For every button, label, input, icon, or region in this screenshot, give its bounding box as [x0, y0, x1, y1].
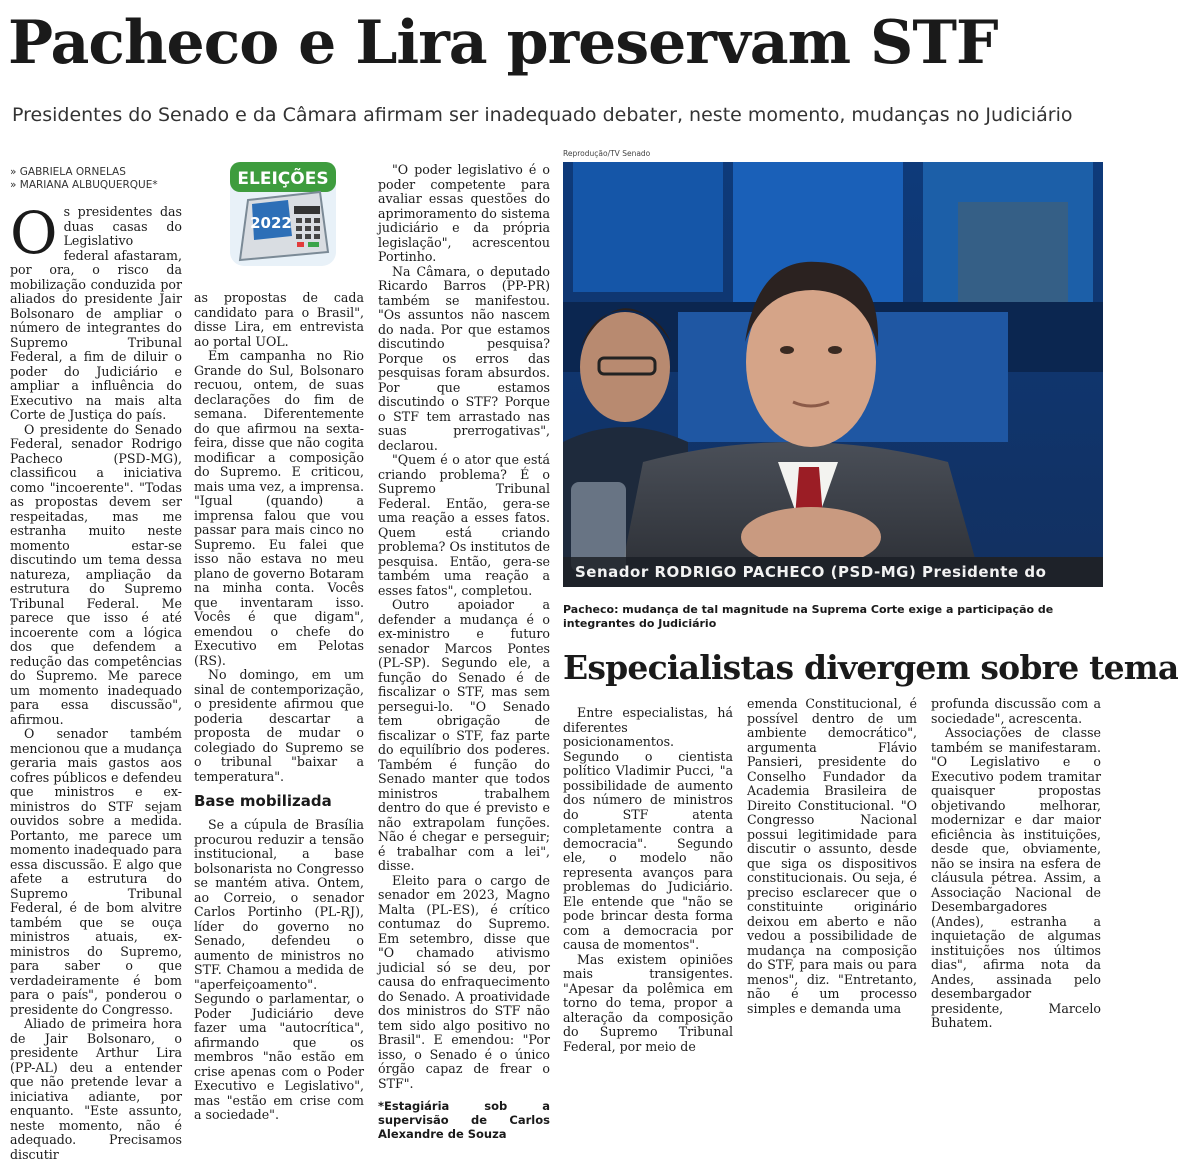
paragraph: Mas existem opiniões mais transigentes. "Apesar da polêmica em torno do tema, propor a alteração da composição do Supremo Tribunal Federal, por meio de — [563, 951, 733, 1054]
paragraph: "O poder legislativo é o poder competente para avaliar essas questões do aprimoramento do sistema judiciário e da própria legislação", acrescentou Portinho. — [378, 162, 550, 264]
paragraph: Se a cúpula de Brasília procurou reduzir a tensão institucional, a base bolsonarista no Congresso se mantém ativa. Ontem, ao Correio, o senador Carlos Portinho (PL-RJ), líder do governo no Senado, defendeu o aumento de ministros no STF. Chamou a medida de "aperfeiçoamento". Segundo o parlamentar, o Poder Judiciário deve fazer uma "autocrítica", afirmando que os membros "não estão em crise apenas com o Poder Executivo e Legislativo", mas "estão em crise com a sociedade". — [194, 817, 364, 1122]
column-3 — [378, 162, 550, 1141]
paragraph: Outro apoiador a defender a mudança é o ex-ministro e futuro senador Marcos Pontes (PL-SP). Segundo ele, a função do Senado é de fiscalizar o STF, mas sem persegui-lo. "O Senado tem obrigação de fiscalizar o STF, faz parte do equilíbrio dos poderes. Também é função do Senado manter que todos ministros trabalhem dentro do que é previsto e não extrapolam funções. Não é chegar e perseguir; é trabalhar com a lei", disse. — [378, 597, 550, 873]
section-heading: Base mobilizada — [194, 792, 332, 810]
paragraph: No domingo, em um sinal de contemporização, o presidente afirmou que poderia descartar a proposta de mudar o colegiado do Supremo se o tribunal "baixar a temperatura". — [194, 667, 364, 784]
drop-cap: O — [10, 199, 58, 267]
subheadline: Presidentes do Senado e da Câmara afirmam ser inadequado debater, neste momento, mudanças no Judiciário — [12, 104, 1073, 126]
column-2 — [194, 290, 364, 1122]
paragraph: O senador também mencionou que a mudança geraria mais gastos aos cofres públicos e defendeu que ministros e ex-ministros do STF sejam ouvidos sobre a medida. Portanto, me parece um momento inadequado para essa discussão. E algo que afete a estrutura do Supremo Tribunal Federal, é de bom alvitre também que se ouça ministros atuais, ex-ministros do Supremo, para saber o que verdadeiramente é bom para o país", ponderou o presidente do Congresso. — [10, 726, 182, 1017]
sidebar-column-1 — [563, 705, 733, 1054]
photo-caption: Pacheco: mudança de tal magnitude na Suprema Corte exige a participação de integrantes do Judiciário — [563, 603, 1054, 630]
headline: Pacheco e Lira preservam STF — [8, 8, 998, 78]
paragraph: Aliado de primeira hora de Jair Bolsonaro, o presidente Arthur Lira (PP-AL) deu a entender que não pretende levar a iniciativa adiante, por enquanto. "Este assunto, neste momento, não é adequado. Precisamos discutir — [10, 1016, 182, 1162]
paragraph: "Quem é o ator que está criando problema? É o Supremo Tribunal Federal. Então, gera-se uma reação a esses fatos. Quem está criando problema? Os institutos de pesquisa. Então, gera-se também uma reação a esses fatos", completou. — [378, 452, 550, 598]
paragraph: Associações de classe também se manifestaram. "O Legislativo e o Executivo podem tramitar quaisquer propostas objetivando melhorar, modernizar e dar maior eficiência às instituições, desde que, obviamente, não se insira na esfera de cláusula pétrea. Assim, a Associação Nacional de Desembargadores (Andes), estranha a inquietação de algumas instituições nos últimos dias", afirma nota da Andes, assinada pelo desembargador presidente, Marcelo Buhatem. — [931, 725, 1101, 1030]
byline-block — [10, 166, 210, 192]
badge-label: ELEIÇÕES — [237, 169, 329, 189]
paragraph: O presidente do Senado Federal, senador Rodrigo Pacheco (PSD-MG), classificou a iniciativa como "incoerente". "Todas as propostas devem ser respeitadas, mas me estranha muito neste momento estar-se discutindo um tema dessa natureza, ampliação da estrutura do Supremo Tribunal Federal. Me parece que isso é até incoerente com a lógica dos que defendem a redução das competências do Supremo. Me parece um momento inadequado para essa discussão", afirmou. — [10, 421, 182, 727]
photo-credit: Reprodução/TV Senado — [563, 149, 651, 158]
lower-third-text: Senador RODRIGO PACHECO (PSD-MG) Presidente do — [575, 563, 1047, 581]
paragraph: profunda discussão com a sociedade", acrescenta. — [931, 696, 1101, 726]
paragraph: Em campanha no Rio Grande do Sul, Bolsonaro recuou, ontem, de suas declarações do fim de semana. Diferentemente do que afirmou na sexta-feira, disse que não cogita modificar a composição do Supremo. E criticou, mais uma vez, a imprensa. "Igual (quando) a imprensa falou que vou passar para mais cinco no Supremo. Eu falei que isso não estava no meu plano de governo Botaram na minha conta. Vocês que inventaram isso. Vocês é que digam", emendou o chefe do Executivo em Pelotas (RS). — [194, 348, 364, 668]
column-1 — [10, 199, 182, 1162]
paragraph: Entre especialistas, há diferentes posicionamentos. Segundo o cientista político Vladimir Pucci, "a possibilidade de aumento dos número de ministros do STF atenta completamente contra a democracia". Segundo ele, o modelo não representa avanços para problemas do Judiciário. Ele entende que "não se pode brincar desta forma com a democracia por causa de momentos". — [563, 705, 733, 952]
byline-author-2: » MARIANA ALBUQUERQUE* — [10, 179, 158, 191]
paragraph: as propostas de cada candidato para o Brasil", disse Lira, em entrevista ao portal UOL. — [194, 290, 364, 349]
paragraph: Eleito para o cargo de senador em 2023, Magno Malta (PL-ES), é crítico contumaz do Supremo. Em setembro, disse que "O chamado ativismo judicial só se deu, por causa do enfraquecimento do Senado. A proatividade dos ministros do STF não tem sido algo positivo no Brasil". E emendou: "Por isso, o Senado é o único órgão capaz de frear o STF". — [378, 872, 550, 1091]
sidebar-column-3 — [931, 696, 1101, 1030]
footnote: *Estagiária sob a supervisão de Carlos Alexandre de Souza — [378, 1099, 550, 1141]
sidebar-column-2 — [747, 696, 917, 1016]
photo — [563, 162, 1103, 587]
ballot-box-icon — [228, 160, 338, 268]
paragraph: Na Câmara, o deputado Ricardo Barros (PP-PR) também se manifestou. "Os assuntos não nascem do nada. Por que estamos discutindo pesquisa? Porque os erros das pesquisas foram absurdos. Por que estamos discutindo o STF? Porque o STF tem arrastado nas suas prerrogativas", declarou. — [378, 263, 550, 453]
elections-badge — [228, 160, 338, 268]
badge-year: 2022 — [250, 214, 292, 232]
senate-photo — [563, 162, 1103, 587]
byline-author-1: » GABRIELA ORNELAS — [10, 166, 126, 178]
paragraph: s presidentes das duas casas do Legislativo federal afastaram, por ora, o risco da mobilização conduzida por aliados do presidente Jair Bolsonaro de ampliar o número de integrantes do Supremo Tribunal Federal, a fim de diluir o poder do Judiciário e ampliar a influência do Executivo na mais alta Corte de Justiça do país. — [10, 204, 182, 422]
sidebar-heading: Especialistas divergem sobre tema — [563, 648, 1178, 687]
paragraph: emenda Constitucional, é possível dentro de um ambiente democrático", argumenta Flávio Pansieri, presidente do Conselho Fundador da Academia Brasileira de Direito Constitucional. "O Congresso Nacional possui legitimidade para discutir o assunto, desde que siga os dispositivos constitucionais. Ou seja, é preciso esclarecer que o constituinte originário deixou em aberto e não vedou a possibilidade de mudança na composição do STF, para mais ou para menos", diz. "Entretanto, não é um processo simples e demanda uma — [747, 696, 917, 1016]
